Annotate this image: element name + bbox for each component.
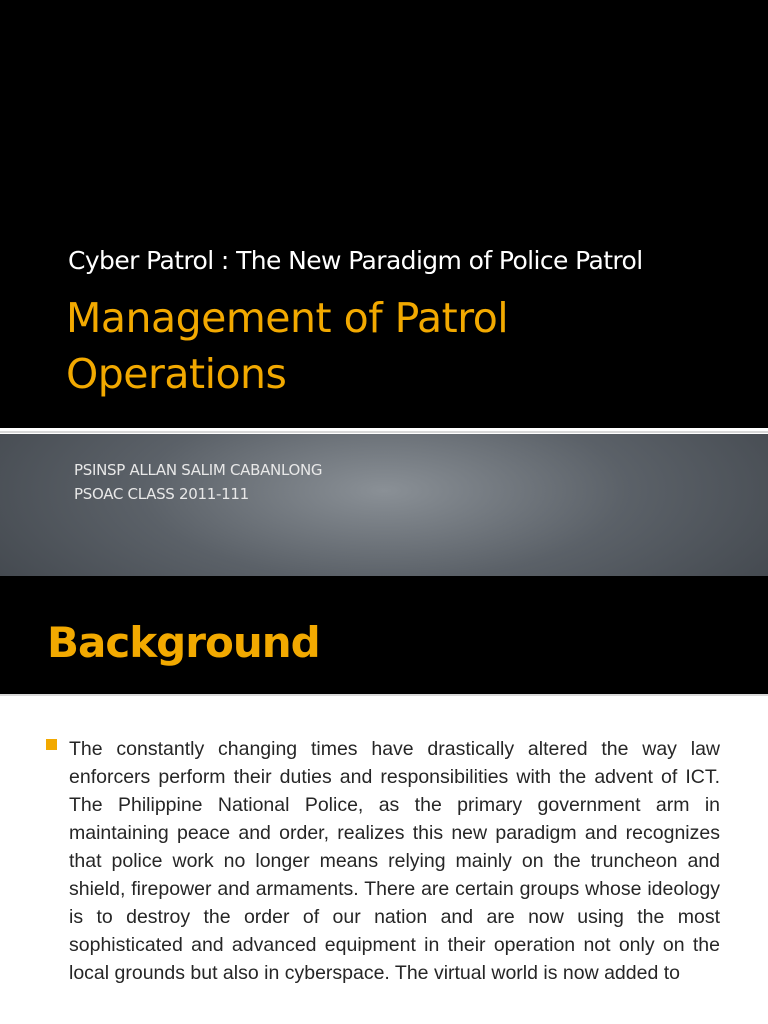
heading-divider <box>0 694 768 696</box>
title-slide-header <box>0 0 768 428</box>
slide-subtitle: Cyber Patrol : The New Paradigm of Police Patrol <box>68 246 643 275</box>
presenter-class: PSOAC CLASS 2011-111 <box>74 485 249 503</box>
bullet-square-icon <box>46 739 57 750</box>
title-divider <box>0 431 768 433</box>
slide-title-line-1: Management of Patrol <box>66 294 509 342</box>
slide-title <box>66 290 746 402</box>
presenter-band <box>0 434 768 576</box>
bullet-paragraph: The constantly changing times have drastically altered the way law enforcers perform their duties and responsibilities with the advent of ICT. The Philippine National Police, as the primary government arm in maintaining peace and order, realizes this new paradigm and recognizes that police work no longer means relying mainly on the truncheon and shield, firepower and armaments. There are certain groups whose ideology is to destroy the order of our nation and are now using the most sophisticated and advanced equipment in their operation not only on the local grounds but also in cyberspace. The virtual world is now added to <box>69 738 720 984</box>
slide-title-line-2: Operations <box>66 350 287 398</box>
slide-heading: Background <box>47 618 320 667</box>
presenter-name: PSINSP ALLAN SALIM CABANLONG <box>74 461 323 479</box>
